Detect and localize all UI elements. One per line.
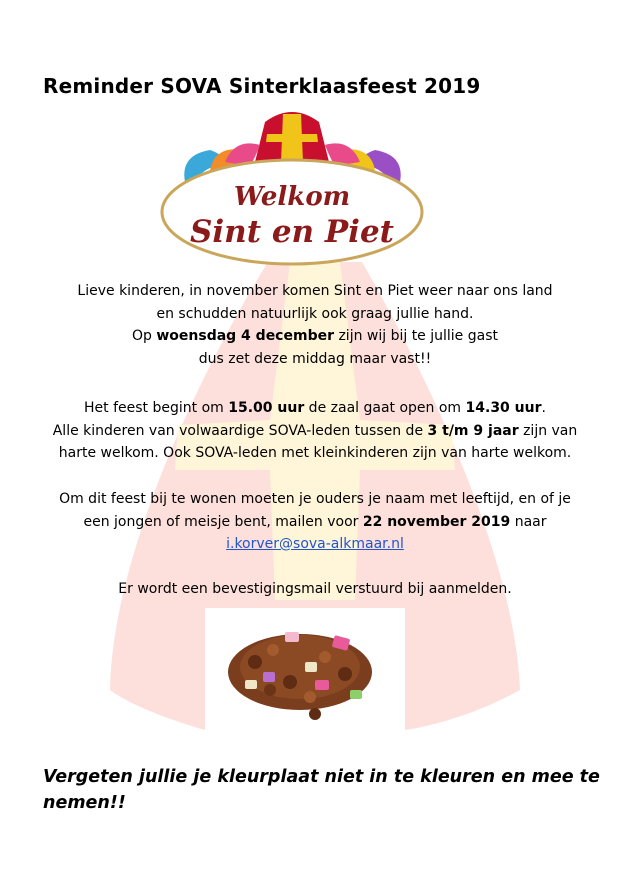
welkom-logo [155,100,430,270]
intro-line: en schudden natuurlijk ook graag jullie hand. [156,305,474,322]
deadline-date: 22 november 2019 [362,513,511,530]
time-paragraph: Het feest begint om 15.00 uur de zaal gaat open om 14.30 uur. Alle kinderen van volwaardige SOVA-leden tussen de 3 t/m 9 jaar zijn van harte welkom. Ook SOVA-leden met kleinkinderen zijn van harte welkom. [52,400,578,461]
confirmation-text: Er wordt een bevestigingsmail verstuurd bij aanmelden. [118,581,512,597]
footer-reminder: Vergeten jullie je kleurplaat niet in te kleuren en mee te nemen!! [43,767,600,813]
logo-line1: Welkom [233,182,351,212]
page-title: Reminder SOVA Sinterklaasfeest 2019 [43,74,481,98]
registration-paragraph: Om dit feest bij te wonen moeten je ouders je naam met leeftijd, en of je een jongen of meisje bent, mailen voor 22 november 2019 naar i.korver@sova-alkmaar.nl [59,491,571,552]
intro-paragraph [30,280,600,370]
candy-pile-image [215,612,385,722]
logo-line2: Sint en Piet [190,214,394,250]
date-highlight: woensdag 4 december [156,328,334,344]
intro-line: Op woensdag 4 december zijn wij bij te jullie gast [131,328,498,344]
door-time: 14.30 uur [465,400,542,416]
start-time: 15.00 uur [228,400,305,416]
intro-line: Lieve kinderen, in november komen Sint en Piet weer naar ons land [77,283,553,299]
email-link[interactable]: i.korver@sova-alkmaar.nl [226,536,404,552]
intro-line: dus zet deze middag maar vast!! [198,350,432,367]
age-range: 3 t/m 9 jaar [427,422,519,439]
